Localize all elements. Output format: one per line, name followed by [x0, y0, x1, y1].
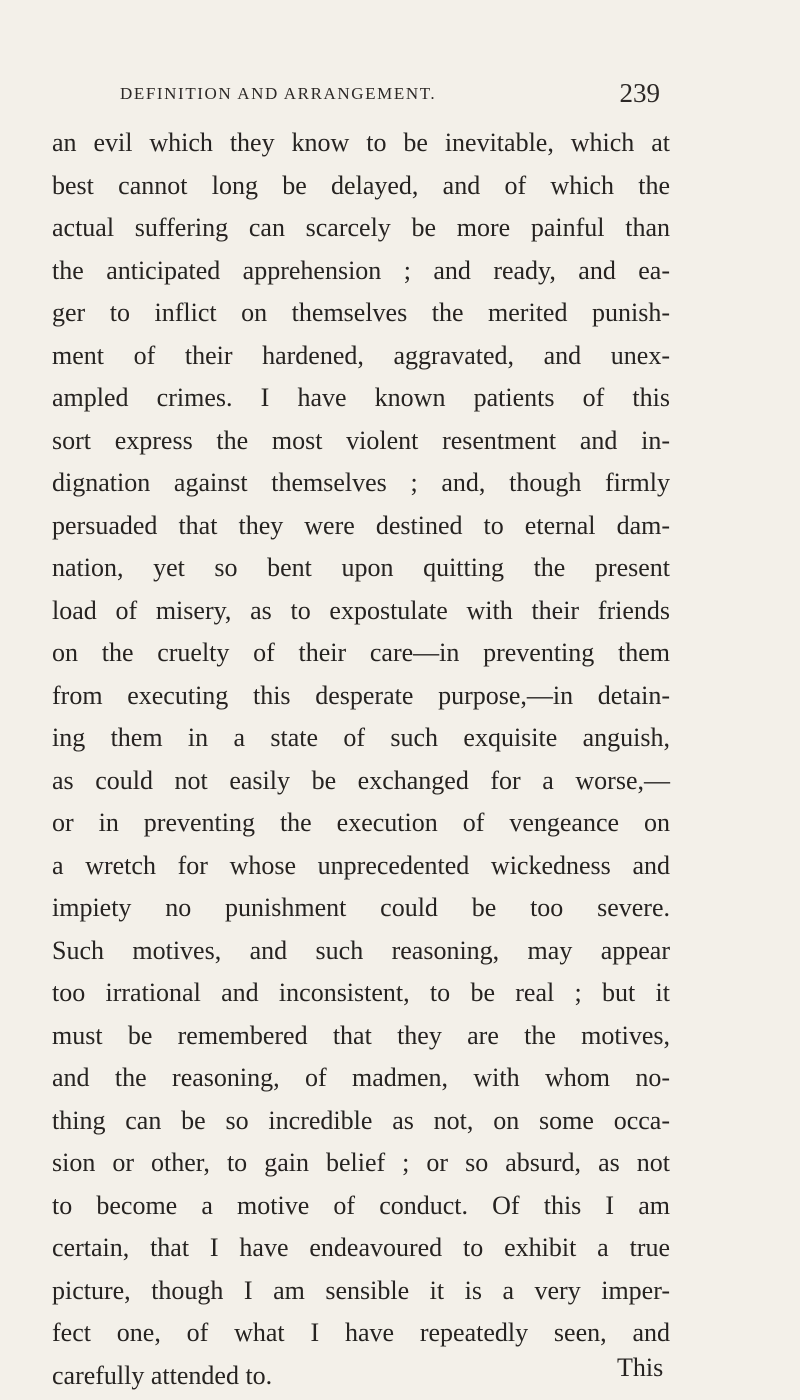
text-line: actual suffering can scarcely be more painful than [52, 213, 670, 242]
text-line: picture, though I am sensible it is a very imper- [52, 1275, 670, 1305]
text-line: and the reasoning, of madmen, with whom no- [52, 1063, 670, 1092]
text-line: to become a motive of conduct. Of this I am [52, 1190, 670, 1220]
text-line: ger to inflict on themselves the merited punish- [52, 298, 670, 327]
body-text [52, 122, 670, 1397]
text-line-last: carefully attended to. [52, 1360, 273, 1390]
text-line: load of misery, as to expostulate with their friends [52, 595, 670, 625]
text-line: or in preventing the execution of vengeance on [52, 808, 670, 837]
text-line: on the cruelty of their care—in preventing them [52, 638, 670, 667]
text-line: ampled crimes. I have known patients of this [52, 383, 670, 412]
text-line: the anticipated apprehension ; and ready, and ea- [52, 255, 670, 285]
text-line: must be remembered that they are the motives, [52, 1020, 670, 1050]
text-line: thing can be so incredible as not, on some occa- [52, 1105, 670, 1135]
text-line: Such motives, and such reasoning, may appear [52, 935, 670, 965]
text-line: fect one, of what I have repeatedly seen, and [52, 1318, 670, 1347]
text-line: ing them in a state of such exquisite anguish, [52, 723, 670, 752]
page-header [120, 78, 660, 118]
text-line: from executing this desperate purpose,—in detain- [52, 680, 670, 710]
text-line: sort express the most violent resentment and in- [52, 425, 670, 455]
text-line: persuaded that they were destined to eternal dam- [52, 510, 670, 540]
text-line: ment of their hardened, aggravated, and unex- [52, 340, 670, 370]
running-head: DEFINITION AND ARRANGEMENT. [120, 84, 437, 103]
text-line: impiety no punishment could be too severe. [52, 893, 670, 922]
text-line: certain, that I have endeavoured to exhibit a true [52, 1233, 670, 1262]
text-line: nation, yet so bent upon quitting the present [52, 553, 670, 582]
page-number: 239 [619, 78, 660, 108]
text-line: a wretch for whose unprecedented wickedness and [52, 850, 670, 880]
text-line: sion or other, to gain belief ; or so absurd, as not [52, 1148, 670, 1177]
text-line: an evil which they know to be inevitable, which at [52, 128, 670, 157]
text-line: best cannot long be delayed, and of which the [52, 170, 670, 200]
text-line: as could not easily be exchanged for a worse,— [52, 765, 670, 795]
catchword: This [617, 1353, 664, 1382]
text-line: dignation against themselves ; and, though firmly [52, 468, 670, 497]
text-line: too irrational and inconsistent, to be real ; but it [52, 978, 670, 1007]
